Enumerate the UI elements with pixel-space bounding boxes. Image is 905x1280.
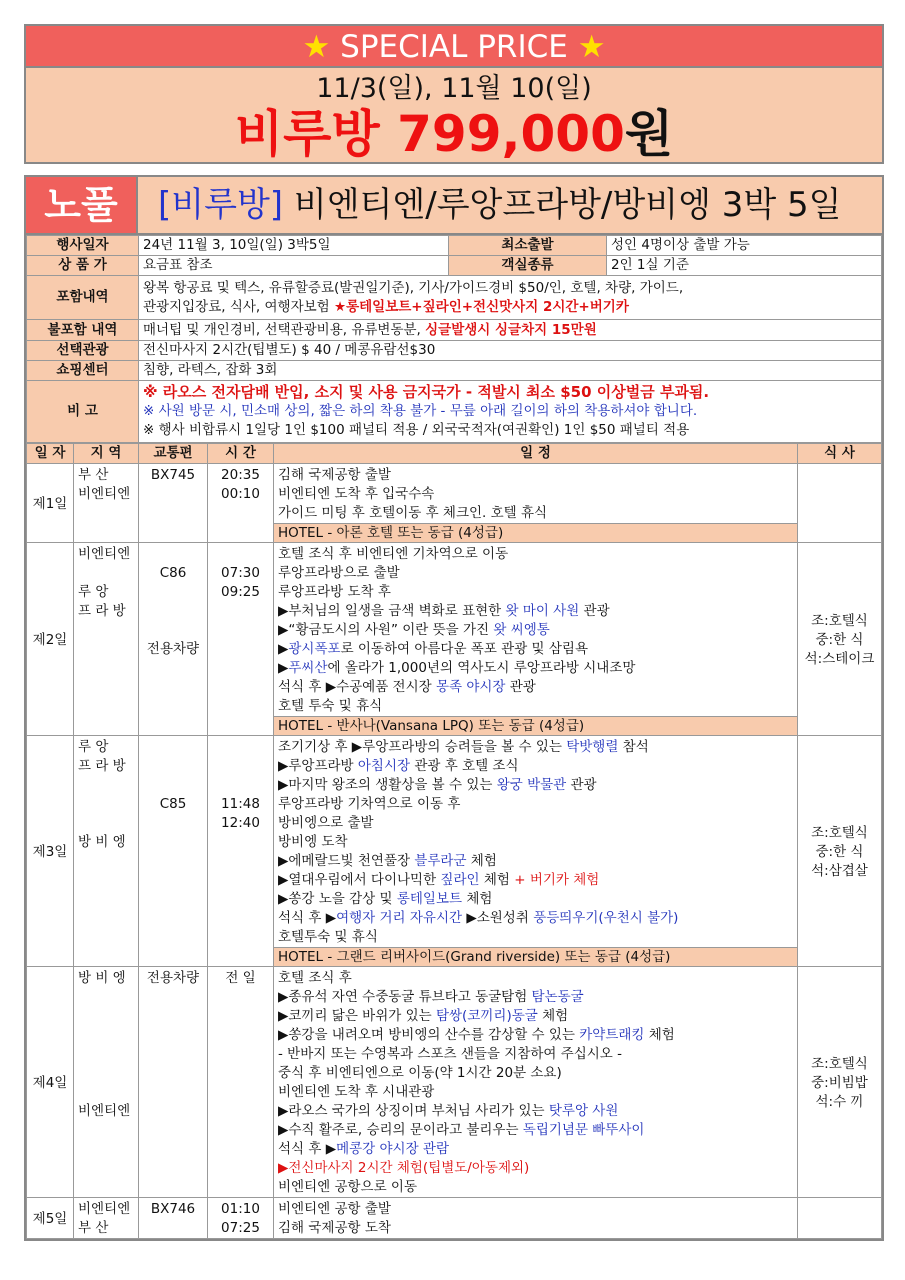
schedule-text: 관광 bbox=[566, 777, 597, 793]
schedule-text: 호텔 조식 후 비엔티엔 기차역으로 이동 bbox=[278, 546, 509, 562]
special-price-label: SPECIAL PRICE bbox=[340, 29, 568, 65]
special-price-header bbox=[26, 26, 882, 68]
region-line: 루 앙 bbox=[78, 739, 109, 755]
table-row bbox=[27, 464, 882, 543]
schedule-text: 관광 후 호텔 조식 bbox=[410, 758, 519, 774]
tour-title-name: 비엔티엔/루앙프라방/방비엥 3박 5일 bbox=[293, 185, 842, 225]
region-line: 비엔티엔 bbox=[78, 546, 131, 562]
transport-value: BX746 bbox=[150, 1201, 196, 1217]
shopping-label: 쇼핑센터 bbox=[27, 361, 139, 381]
schedule-line bbox=[278, 697, 793, 716]
schedule-line bbox=[278, 1026, 793, 1045]
time-cell bbox=[208, 543, 274, 736]
remark-penalty: ※ 행사 비합류시 1일당 1인 $100 패널티 적용 / 외국국적자(여권확인) 1인 $50 패널티 적용 bbox=[143, 422, 690, 438]
region-cell bbox=[74, 736, 139, 967]
schedule-text: 체험 bbox=[462, 891, 493, 907]
schedule-line: 비엔티엔 도착 후 입국수속 bbox=[278, 486, 435, 502]
schedule-text: 참석 bbox=[618, 739, 649, 755]
day-label: 제1일 bbox=[27, 464, 74, 543]
time-value: 12:40 bbox=[221, 815, 260, 831]
remarks-value bbox=[139, 381, 882, 443]
schedule-text: 호텔 조식 후 bbox=[278, 970, 352, 986]
region-line: 비엔티엔 bbox=[78, 1201, 131, 1217]
schedule-line bbox=[278, 659, 793, 678]
price-label: 상 품 가 bbox=[27, 256, 139, 276]
excluded-value bbox=[139, 320, 882, 341]
schedule-text: 루앙프라방 기차역으로 이동 후 bbox=[278, 796, 461, 812]
highlight-text: + 버기카 체험 bbox=[514, 872, 600, 888]
schedule-line bbox=[278, 1159, 793, 1178]
time-value: 01:10 bbox=[221, 1201, 260, 1217]
schedule-cell bbox=[274, 736, 798, 967]
schedule-line: 김해 국제공항 도착 bbox=[278, 1220, 391, 1236]
meal-dinner: 석:수 끼 bbox=[815, 1093, 864, 1110]
tour-details bbox=[24, 175, 884, 1241]
schedule-line bbox=[278, 1045, 793, 1064]
attraction-name: 탐쌍(코끼리)동굴 bbox=[435, 1008, 538, 1024]
transport-value: C85 bbox=[159, 796, 187, 812]
attraction-name: 짚라인 bbox=[440, 872, 480, 888]
table-row bbox=[27, 736, 882, 967]
meal-breakfast: 조:호텔식 bbox=[811, 824, 868, 841]
schedule-line bbox=[278, 890, 793, 909]
header-region: 지 역 bbox=[74, 444, 139, 464]
attraction-name: 탁밧행렬 bbox=[566, 739, 619, 755]
schedule-line bbox=[278, 1140, 793, 1159]
region-line: 부 산 bbox=[78, 1220, 109, 1236]
remarks-label: 비 고 bbox=[27, 381, 139, 443]
transport-cell bbox=[139, 543, 208, 736]
region-line: 부 산 bbox=[78, 467, 109, 483]
schedule-line bbox=[278, 1007, 793, 1026]
schedule-text: 비엔티엔 공항으로 이동 bbox=[278, 1179, 417, 1195]
meal-lunch: 중:비빔밥 bbox=[811, 1074, 868, 1091]
schedule-text: 루앙프라방으로 출발 bbox=[278, 565, 400, 581]
tour-title bbox=[138, 177, 882, 233]
header-transport: 교통편 bbox=[139, 444, 208, 464]
excluded-label: 불포함 내역 bbox=[27, 320, 139, 341]
transport-value: 전용차량 bbox=[146, 970, 200, 986]
attraction-name: 몽족 야시장 bbox=[435, 679, 506, 695]
schedule-text: 체험 bbox=[537, 1008, 569, 1024]
meal-cell bbox=[798, 736, 882, 967]
remark-vape-ban: ※ 라오스 전자담배 반입, 소지 및 사용 금지국가 - 적발시 최소 $50 이상벌금 부과됨. bbox=[143, 383, 710, 401]
price-value: 요금표 참조 bbox=[139, 256, 449, 276]
remark-dress-code: ※ 사원 방문 시, 민소매 상의, 짧은 하의 착용 불가 - 무릎 아래 길이의 하의 착용하셔야 합니다. bbox=[143, 403, 698, 419]
region-line: 루 앙 bbox=[78, 584, 109, 600]
schedule-line bbox=[278, 871, 793, 890]
star-icon: ★ bbox=[302, 29, 331, 65]
highlight-text: ▶전신마사지 2시간 체험(팁별도/아동제외) bbox=[278, 1160, 530, 1176]
meal-dinner: 석:스테이크 bbox=[804, 650, 875, 667]
schedule-text: 로 이동하여 아름다운 폭포 관광 및 삼림욕 bbox=[340, 641, 589, 657]
attraction-name: 블루라군 bbox=[414, 853, 467, 869]
day-label: 제5일 bbox=[27, 1198, 74, 1239]
schedule-text: 방비엥 도착 bbox=[278, 834, 348, 850]
attraction-name: 왓 씨엥통 bbox=[493, 622, 550, 638]
schedule-line bbox=[278, 678, 793, 697]
time-cell bbox=[208, 736, 274, 967]
schedule-line bbox=[278, 795, 793, 814]
optional-tour-value: 전신마사지 2시간(팁별도) $ 40 / 메콩유람선$30 bbox=[139, 341, 882, 361]
schedule-line: 비엔티엔 공항 출발 bbox=[278, 1201, 391, 1217]
schedule-line bbox=[278, 814, 793, 833]
attraction-name: 독립기념문 빠뚜사이 bbox=[522, 1122, 645, 1138]
schedule-line bbox=[278, 776, 793, 795]
date-label: 행사일자 bbox=[27, 236, 139, 256]
region-cell bbox=[74, 543, 139, 736]
meal-cell bbox=[798, 543, 882, 736]
day-label: 제2일 bbox=[27, 543, 74, 736]
schedule-text: 호텔투숙 및 휴식 bbox=[278, 929, 378, 945]
min-label: 최소출발 bbox=[449, 236, 607, 256]
schedule-text: ▶라오스 국가의 상징이며 부처님 사리가 있는 bbox=[278, 1103, 549, 1119]
region-cell bbox=[74, 1198, 139, 1239]
attraction-name: 풍등띄우기(우천시 불가) bbox=[533, 910, 679, 926]
included-highlight: ★롱테일보트+짚라인+전신맛사지 2시간+버기카 bbox=[334, 298, 629, 315]
schedule-cell bbox=[274, 543, 798, 736]
schedule-line bbox=[278, 833, 793, 852]
header-day: 일 자 bbox=[27, 444, 74, 464]
included-line bbox=[143, 298, 877, 317]
region-line: 프 라 방 bbox=[78, 758, 126, 774]
time-cell bbox=[208, 464, 274, 543]
time-cell bbox=[208, 967, 274, 1198]
schedule-text: 조기기상 후 ▶루앙프라방의 승려들을 볼 수 있는 bbox=[278, 739, 567, 755]
attraction-name: 롱테일보트 bbox=[396, 891, 463, 907]
departure-dates: 11/3(일), 11월 10(일) bbox=[316, 73, 592, 104]
schedule-text: ▶열대우림에서 다이나믹한 bbox=[278, 872, 441, 888]
table-row bbox=[27, 543, 882, 736]
schedule-text: 체험 bbox=[466, 853, 497, 869]
schedule-line bbox=[278, 988, 793, 1007]
time-value: 11:48 bbox=[221, 796, 260, 812]
meal-cell bbox=[798, 464, 882, 543]
schedule-text: ▶쏭강 노을 감상 및 bbox=[278, 891, 397, 907]
schedule-line bbox=[278, 969, 793, 988]
transport-value: C86 bbox=[159, 565, 187, 581]
schedule-cell bbox=[274, 464, 798, 543]
time-value: 07:30 bbox=[221, 565, 260, 581]
region-line: 방 비 엥 bbox=[78, 970, 126, 986]
schedule-text: ▶“황금도시의 사원” 이란 뜻을 가진 bbox=[278, 622, 494, 638]
hotel-line: HOTEL - 아론 호텔 또는 동급 (4성급) bbox=[274, 523, 797, 542]
time-value: 07:25 bbox=[221, 1220, 260, 1236]
schedule-text: ▶수직 활주로, 승리의 문이라고 불리우는 bbox=[278, 1122, 523, 1138]
schedule-text: ▶종유석 자연 수중동굴 튜브타고 동굴탐험 bbox=[278, 989, 532, 1005]
schedule-line bbox=[278, 1064, 793, 1083]
price-unit: 원 bbox=[624, 105, 674, 163]
transport-cell bbox=[139, 736, 208, 967]
meal-dinner: 석:삼겹살 bbox=[811, 862, 868, 879]
special-price bbox=[26, 106, 882, 162]
day-label: 제3일 bbox=[27, 736, 74, 967]
meal-cell bbox=[798, 967, 882, 1198]
schedule-text: ▶부처님의 일생을 금색 벽화로 표현한 bbox=[278, 603, 506, 619]
attraction-name: 왓 마이 사원 bbox=[505, 603, 580, 619]
header-schedule: 일 정 bbox=[274, 444, 798, 464]
single-charge-note: 싱글발생시 싱글차지 15만원 bbox=[425, 321, 597, 338]
time-cell bbox=[208, 1198, 274, 1239]
time-value: 20:35 bbox=[221, 467, 260, 483]
header-time: 시 간 bbox=[208, 444, 274, 464]
attraction-name: 탓루앙 사원 bbox=[548, 1103, 619, 1119]
schedule-text: - 반바지 또는 수영복과 스포츠 샌들을 지참하여 주십시오 - bbox=[278, 1046, 623, 1062]
schedule-text: ▶소원성취 bbox=[462, 910, 534, 926]
schedule-line bbox=[278, 738, 793, 757]
schedule-text: 호텔 투숙 및 휴식 bbox=[278, 698, 383, 714]
min-value: 성인 4명이상 출발 가능 bbox=[607, 236, 882, 256]
schedule-text: 루앙프라방 도착 후 bbox=[278, 584, 391, 600]
region-cell bbox=[74, 967, 139, 1198]
schedule-text: ▶코끼리 닮은 바위가 있는 bbox=[278, 1008, 436, 1024]
schedule-text: 석식 후 ▶ bbox=[278, 910, 337, 926]
schedule-text: 에 올라가 1,000년의 역사도시 루앙프라방 시내조망 bbox=[327, 660, 636, 676]
schedule-line bbox=[278, 640, 793, 659]
day-label: 제4일 bbox=[27, 967, 74, 1198]
shopping-value: 침향, 라텍스, 잡화 3회 bbox=[139, 361, 882, 381]
schedule-line bbox=[278, 928, 793, 947]
special-price-banner bbox=[24, 24, 884, 164]
region-line: 비엔티엔 bbox=[78, 1103, 131, 1119]
schedule-text: ▶마지막 왕조의 생활상을 볼 수 있는 bbox=[278, 777, 497, 793]
time-value: 09:25 bbox=[221, 584, 260, 600]
date-value: 24년 11월 3, 10일(일) 3박5일 bbox=[139, 236, 449, 256]
optional-tour-label: 선택관광 bbox=[27, 341, 139, 361]
meal-lunch: 중:한 식 bbox=[815, 631, 864, 648]
schedule-line bbox=[278, 602, 793, 621]
schedule-text: 비엔티엔 도착 후 시내관광 bbox=[278, 1084, 435, 1100]
no-option-badge: 노풀 bbox=[26, 177, 138, 233]
schedule-text: ▶쏭강을 내려오며 방비엥의 산수를 감상할 수 있는 bbox=[278, 1027, 580, 1043]
schedule-line bbox=[278, 1102, 793, 1121]
excluded-text: 매너팁 및 개인경비, 선택관광비용, 유류변동분, bbox=[143, 321, 426, 338]
attraction-name: 여행자 거리 자유시간 bbox=[336, 910, 463, 926]
schedule-text: 석식 후 ▶수공예품 전시장 bbox=[278, 679, 436, 695]
tour-title-bracket: [비루방] bbox=[158, 185, 284, 225]
region-line: 방 비 엥 bbox=[78, 834, 126, 850]
attraction-name: 카약트래킹 bbox=[579, 1027, 645, 1043]
meal-cell bbox=[798, 1198, 882, 1239]
region-line: 프 라 방 bbox=[78, 603, 126, 619]
schedule-text: 방비엥으로 출발 bbox=[278, 815, 374, 831]
attraction-name: 메콩강 야시장 관람 bbox=[336, 1141, 450, 1157]
schedule-text: 중식 후 비엔티엔으로 이동(약 1시간 20분 소요) bbox=[278, 1065, 562, 1081]
transport-cell bbox=[139, 967, 208, 1198]
schedule-line bbox=[278, 909, 793, 928]
header-meal: 식 사 bbox=[798, 444, 882, 464]
schedule-text: 석식 후 ▶ bbox=[278, 1141, 337, 1157]
schedule-text: ▶ bbox=[278, 641, 289, 657]
schedule-line bbox=[278, 564, 793, 583]
schedule-text: ▶루앙프라방 bbox=[278, 758, 358, 774]
attraction-name: 푸씨산 bbox=[288, 660, 328, 676]
hotel-line: HOTEL - 반사나(Vansana LPQ) 또는 동급 (4성급) bbox=[274, 716, 797, 735]
table-row bbox=[27, 1198, 882, 1239]
included-label: 포함내역 bbox=[27, 276, 139, 320]
room-value: 2인 1실 기준 bbox=[607, 256, 882, 276]
schedule-line bbox=[278, 583, 793, 602]
schedule-text: 체험 bbox=[479, 872, 515, 888]
included-text: 관광지입장료, 식사, 여행자보험 bbox=[143, 298, 334, 315]
transport-value: BX745 bbox=[150, 467, 196, 483]
schedule-line bbox=[278, 852, 793, 871]
schedule-text: ▶ bbox=[278, 660, 289, 676]
meal-breakfast: 조:호텔식 bbox=[811, 612, 868, 629]
table-row bbox=[27, 967, 882, 1198]
attraction-name: 아침시장 bbox=[357, 758, 411, 774]
transport-cell bbox=[139, 464, 208, 543]
attraction-name: 왕궁 박물관 bbox=[496, 777, 567, 793]
schedule-line bbox=[278, 545, 793, 564]
info-table bbox=[26, 235, 882, 443]
time-value: 전 일 bbox=[225, 970, 256, 986]
meal-breakfast: 조:호텔식 bbox=[811, 1055, 868, 1072]
schedule-text: 관광 bbox=[579, 603, 610, 619]
time-value: 00:10 bbox=[221, 486, 260, 502]
schedule-cell bbox=[274, 967, 798, 1198]
room-label: 객실종류 bbox=[449, 256, 607, 276]
included-line: 왕복 항공료 및 텍스, 유류할증료(발권일기준), 기사/가이드경비 $50/인, 호텔, 차량, 가이드, bbox=[143, 279, 684, 296]
schedule-line: 가이드 미팅 후 호텔이동 후 체크인. 호텔 휴식 bbox=[278, 505, 548, 521]
attraction-name: 탐논동굴 bbox=[531, 989, 584, 1005]
schedule-line bbox=[278, 621, 793, 640]
hotel-line: HOTEL - 그랜드 리버사이드(Grand riverside) 또는 동급 (4성급) bbox=[274, 947, 797, 966]
schedule-line bbox=[278, 1178, 793, 1197]
star-icon: ★ bbox=[577, 29, 606, 65]
price-amount: 비루방 799,000 bbox=[234, 105, 625, 163]
schedule-line bbox=[278, 1083, 793, 1102]
region-line: 비엔티엔 bbox=[78, 486, 131, 502]
region-line bbox=[78, 564, 134, 583]
schedule-line: 김해 국제공항 출발 bbox=[278, 467, 391, 483]
schedule-text: 관광 bbox=[505, 679, 536, 695]
schedule-text: 체험 bbox=[644, 1027, 675, 1043]
region-cell bbox=[74, 464, 139, 543]
tour-title-row bbox=[26, 177, 882, 235]
transport-cell bbox=[139, 1198, 208, 1239]
schedule-line bbox=[278, 1121, 793, 1140]
included-value bbox=[139, 276, 882, 320]
schedule-cell bbox=[274, 1198, 798, 1239]
meal-lunch: 중:한 식 bbox=[815, 843, 864, 860]
schedule-text: ▶에메랄드빛 천연풀장 bbox=[278, 853, 415, 869]
attraction-name: 광시폭포 bbox=[288, 641, 341, 657]
schedule-line bbox=[278, 757, 793, 776]
transport-value: 전용차량 bbox=[146, 641, 200, 657]
itinerary-table bbox=[26, 443, 882, 1239]
